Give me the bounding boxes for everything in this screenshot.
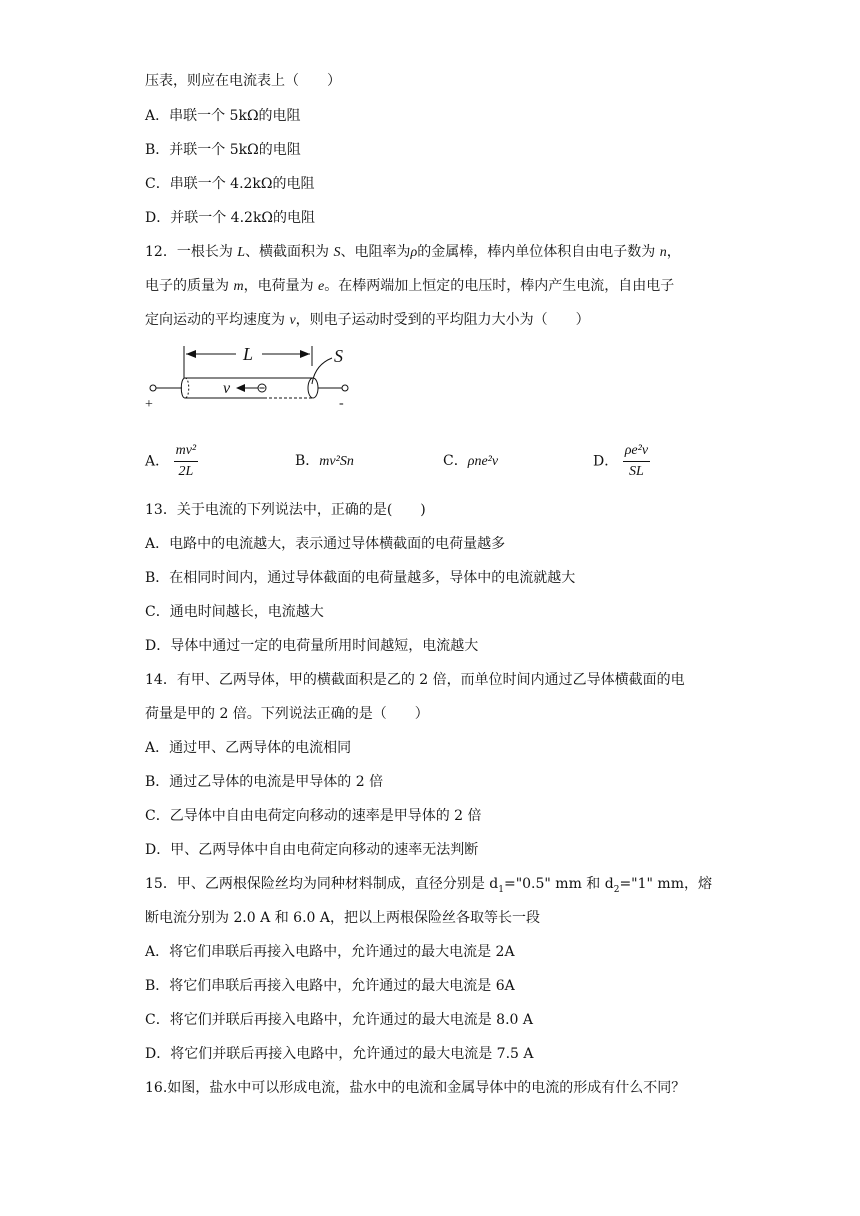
q12-option-b: B．mv²Sn xyxy=(295,453,354,469)
q12-stem-line3: 定向运动的平均速度为 v，则电子运动时受到的平均阻力大小为（ ） xyxy=(145,312,590,328)
q11-option-a: A．串联一个 5kΩ的电阻 xyxy=(145,108,301,124)
q13-stem: 13．关于电流的下列说法中，正确的是( ) xyxy=(145,502,426,518)
q16-stem: 16.如图，盐水中可以形成电流，盐水中的电流和金属导体中的电流的形成有什么不同？ xyxy=(145,1080,686,1096)
q13-option-d: D．导体中通过一定的电荷量所用时间越短，电流越大 xyxy=(145,638,479,654)
q12-stem-line1: 12．一根长为 L、横截面积为 S、电阻率为ρ的金属棒，棒内单位体积自由电子数为 n， xyxy=(145,244,681,260)
q12-option-a: A． $\frac{\text{mv²}}{2L}$ xyxy=(145,443,197,479)
q14-option-b: B．通过乙导体的电流是甲导体的 2 倍 xyxy=(145,774,384,790)
q12-option-c: C．ρne²v xyxy=(443,453,499,469)
q13-option-c: C．通电时间越长，电流越大 xyxy=(145,604,324,620)
q14-stem-line1: 14．有甲、乙两导体，甲的横截面积是乙的 2 倍，而单位时间内通过乙导体横截面的电 xyxy=(145,672,685,688)
q14-option-a: A．通过甲、乙两导体的电流相同 xyxy=(145,740,352,756)
fraction-d: $\frac{\text{ρe²v}}{SL}$ xyxy=(624,443,649,479)
q13-option-a: A．电路中的电流越大，表示通过导体横截面的电荷量越多 xyxy=(145,536,506,552)
q15-option-d: D．将它们并联后再接入电路中，允许通过的最大电流是 7.5 A xyxy=(145,1046,534,1062)
q15-stem-line2: 断电流分别为 2.0 A 和 6.0 A，把以上两根保险丝各取等长一段 xyxy=(145,910,540,926)
q13-option-b: B．在相同时间内，通过导体截面的电荷量越多，导体中的电流就越大 xyxy=(145,570,576,586)
metal-rod-figure xyxy=(140,340,360,412)
q15-option-a: A．将它们串联后再接入电路中，允许通过的最大电流是 2A xyxy=(145,944,515,960)
q11-option-c: C．串联一个 4.2kΩ的电阻 xyxy=(145,176,315,192)
q14-option-c: C．乙导体中自由电荷定向移动的速率是甲导体的 2 倍 xyxy=(145,808,482,824)
length-label: L xyxy=(243,344,254,364)
plus-sign: + xyxy=(145,397,153,412)
q11-option-d: D．并联一个 4.2kΩ的电阻 xyxy=(145,210,316,226)
area-label: S xyxy=(334,346,343,366)
q12-stem-line2: 电子的质量为 m，电荷量为 e。在棒两端加上恒定的电压时，棒内产生电流，自由电子 xyxy=(145,278,675,294)
velocity-label: v xyxy=(223,380,231,397)
q15-option-c: C．将它们并联后再接入电路中，允许通过的最大电流是 8.0 A xyxy=(145,1012,533,1028)
q15-stem-line1: 15．甲、乙两根保险丝均为同种材料制成，直径分别是 $d_1="0.5$" mm 和 $d_2="1$" mm，熔 xyxy=(145,876,712,895)
q11-stem-continuation: 压表，则应在电流表上（ ） xyxy=(145,73,341,89)
q15-option-b: B．将它们串联后再接入电路中，允许通过的最大电流是 6A xyxy=(145,978,515,994)
q12-option-d: D． $\frac{\text{ρe²v}}{SL}$ xyxy=(593,443,649,479)
q11-option-b: B．并联一个 5kΩ的电阻 xyxy=(145,142,301,158)
q14-stem-line2: 荷量是甲的 2 倍。下列说法正确的是（ ） xyxy=(145,706,429,722)
fraction-a: $\frac{\text{mv²}}{2L}$ xyxy=(175,443,197,479)
q14-option-d: D．甲、乙两导体中自由电荷定向移动的速率无法判断 xyxy=(145,842,479,858)
minus-sign: - xyxy=(339,396,344,411)
